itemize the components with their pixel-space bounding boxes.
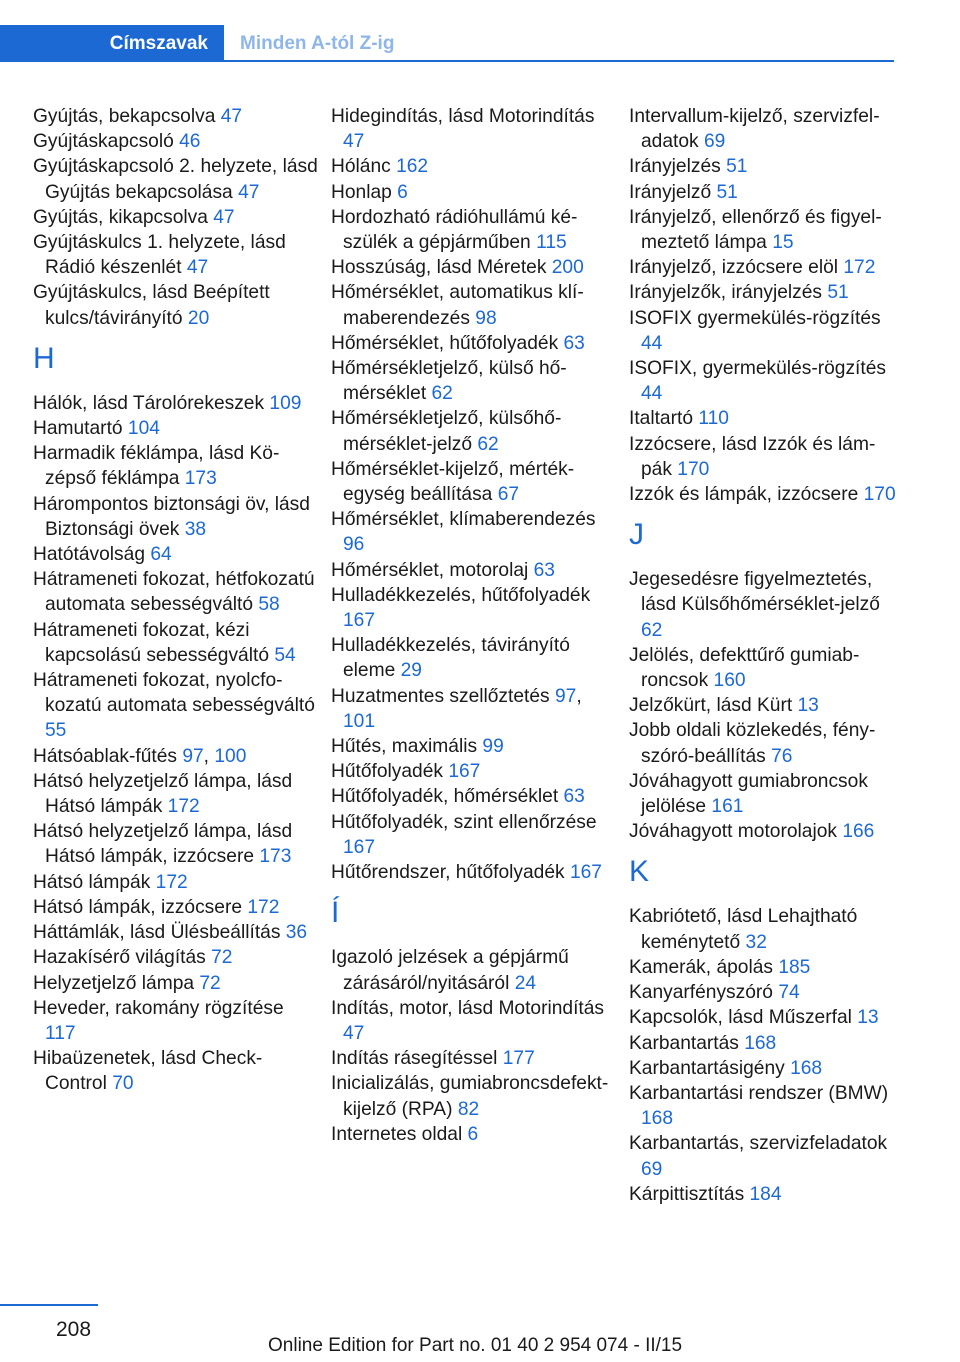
entry-text: Jegesedésre figyelmeztetés, lásd Külsőhőmérséklet-jelző: [629, 569, 880, 616]
index-entry: [629, 718, 899, 768]
entry-text: Indítás, motor, lásd Motorindítás: [331, 997, 605, 1019]
entry-text: Indítás rásegítéssel: [331, 1048, 498, 1070]
page-link[interactable]: 55: [45, 720, 67, 742]
index-entry: [33, 971, 318, 996]
index-entry: [33, 870, 318, 895]
page-link[interactable]: 166: [842, 821, 875, 843]
entry-text: Jobb oldali közlekedés, fényszóró-beállítás: [629, 720, 876, 767]
page-link[interactable]: 62: [641, 619, 663, 641]
header-bar: [0, 25, 894, 62]
page-link[interactable]: 47: [213, 206, 235, 228]
index-entry: [33, 230, 318, 280]
page-link[interactable]: 63: [563, 786, 585, 808]
entry-text: Hátsó lámpák, izzócsere: [33, 896, 243, 918]
index-entry: [33, 542, 318, 567]
entry-text: Hulladékkezelés, hűtőfolyadék: [331, 584, 591, 606]
page-link[interactable]: 54: [274, 644, 296, 666]
page-link[interactable]: 104: [127, 418, 160, 440]
index-entry: [629, 1005, 899, 1030]
page-link[interactable]: 172: [167, 796, 200, 818]
index-entry: Huzatmentes szellőztetés 97, 101: [331, 685, 582, 732]
entry-text: Hátsó helyzetjelző lámpa, lásd Hátsó lámpák, izzócsere: [33, 821, 293, 868]
page-link[interactable]: 64: [150, 544, 172, 566]
index-entry: [331, 331, 616, 356]
index-entry: [331, 154, 616, 179]
entry-text: ISOFIX, gyermekülés-rögzítés: [629, 358, 886, 380]
entry-text: Jelölés, defekttűrő gumiabroncsok: [629, 644, 860, 692]
entry-text: Jóváhagyott gumiabroncsok jelölése: [629, 770, 868, 818]
index-entry: [33, 567, 318, 617]
page-link[interactable]: 184: [749, 1183, 782, 1205]
entry-text: Gyújtáskulcs, lásd Beépített kulcs/távirányító: [33, 282, 270, 329]
page-link[interactable]: 185: [778, 956, 811, 978]
index-entry: [331, 996, 616, 1046]
index-entry: [33, 920, 318, 945]
entry-text: Igazoló jelzések a gépjármű zárásáról/nyitásáról: [331, 947, 569, 994]
index-entry: [33, 996, 318, 1046]
entry-text: Hárompontos biztonsági öv, lásd Biztonsági övek: [33, 493, 310, 540]
edition-note: Online Edition for Part no. 01 40 2 954 074 - II/15: [268, 1335, 683, 1356]
index-entry: [629, 904, 899, 954]
entry-text: Irányjelző: [629, 181, 712, 203]
page-link[interactable]: 82: [457, 1098, 480, 1120]
entry-text: Gyújtáskulcs 1. helyzete, lásd Rádió készenlét: [33, 232, 286, 279]
entry-text: Hőmérséklet-kijelző, mértékegység beállítása: [331, 458, 575, 506]
page-link[interactable]: 160: [713, 670, 746, 692]
page-link[interactable]: 97: [554, 685, 577, 707]
page-link[interactable]: 172: [247, 896, 280, 918]
entry-text: Harmadik féklámpa, lásd Középső féklámpa: [33, 443, 280, 490]
section-letter: Í: [331, 896, 340, 930]
entry-text: Izzók és lámpák, izzócsere: [629, 484, 859, 506]
page-link[interactable]: 47: [343, 1022, 365, 1044]
page-link[interactable]: 24: [514, 972, 537, 994]
index-entry: [629, 482, 899, 507]
index-entry: [331, 734, 616, 759]
index-entry: [629, 104, 899, 154]
entry-text: Hátrameneti fokozat, hétfokozatú automata sebességváltó: [33, 569, 315, 616]
index-column-1: [33, 104, 318, 1097]
index-entry: [33, 668, 318, 744]
index-entry: [331, 255, 616, 280]
entry-text: Kanyarfényszóró: [629, 982, 773, 1004]
page-link[interactable]: 117: [45, 1022, 76, 1044]
page-link[interactable]: 110: [698, 408, 729, 430]
entry-text: Gyújtáskapcsoló: [33, 131, 174, 153]
page-link[interactable]: 168: [790, 1057, 823, 1079]
index-entry: [33, 391, 318, 416]
entry-text: Jelzőkürt, lásd Kürt: [629, 695, 793, 717]
entry-text: Hulladékkezelés, távirányító eleme: [331, 635, 570, 682]
entry-text: Hosszúság, lásd Méretek: [331, 257, 547, 279]
entry-text: Intervallum-kijelző, szervizfeladatok: [629, 106, 880, 153]
index-entry: [629, 406, 899, 431]
entry-text: Hátrameneti fokozat, nyolcfokozatú automata sebességváltó: [33, 670, 315, 717]
entry-text: Irányjelző, izzócsere elöl: [629, 257, 839, 279]
index-entry: [629, 280, 899, 305]
index-entry: [33, 104, 318, 129]
index-entry: [629, 180, 899, 205]
index-entry: [629, 255, 899, 280]
page-link[interactable]: 172: [155, 871, 188, 893]
entry-text: Hátrameneti fokozat, kézi kapcsolású sebességváltó: [33, 619, 269, 666]
entry-text: Irányjelzők, irányjelzés: [629, 282, 823, 304]
page-link[interactable]: 46: [179, 131, 201, 153]
entry-text: Hordozható rádióhullámú készülék a gépjárműben: [331, 206, 578, 254]
index-entry: [331, 759, 616, 784]
entry-text: Jóváhagyott motorolajok: [629, 821, 837, 843]
entry-text: Helyzetjelző lámpa: [33, 972, 195, 994]
footer-rule: [0, 1304, 98, 1306]
index-entry: [33, 129, 318, 154]
entry-text: Karbantartásigény: [629, 1057, 785, 1079]
index-entry: [33, 895, 318, 920]
page-link[interactable]: 51: [716, 181, 738, 203]
entry-text: Irányjelzés: [629, 156, 721, 178]
page-link[interactable]: 51: [827, 282, 849, 304]
page-link[interactable]: 13: [797, 695, 819, 717]
section-letter: K: [629, 855, 650, 889]
index-entry: [331, 784, 616, 809]
page-link[interactable]: 20: [187, 307, 210, 329]
index-entry: [629, 643, 899, 693]
page-link[interactable]: 13: [857, 1007, 879, 1029]
index-entry: [33, 154, 318, 204]
index-entry: [629, 769, 899, 819]
index-entry: [33, 618, 318, 668]
entry-text: Hőmérsékletjelző, külső hőmérséklet: [331, 358, 567, 405]
page-link[interactable]: 47: [186, 257, 209, 279]
entry-text: Kárpittisztítás: [629, 1183, 745, 1205]
page-link[interactable]: 74: [778, 982, 800, 1004]
page-link[interactable]: 70: [112, 1073, 134, 1095]
entry-text: Hűtőrendszer, hűtőfolyadék: [331, 862, 565, 884]
page-link[interactable]: 47: [343, 131, 365, 153]
page-link[interactable]: 51: [726, 156, 748, 178]
entry-text: Hatótávolság: [33, 544, 145, 566]
index-entry: [33, 492, 318, 542]
index-entry: [331, 406, 616, 456]
page-link[interactable]: 67: [497, 484, 520, 506]
entry-text: Hidegindítás, lásd Motorindítás: [331, 106, 595, 127]
index-entry: [629, 1182, 899, 1207]
page-link[interactable]: 58: [258, 594, 280, 616]
page-link[interactable]: 69: [703, 131, 726, 153]
index-entry: [331, 356, 616, 406]
index-entry: [331, 205, 616, 255]
tab-minden-a-tol-z-ig[interactable]: Minden A-tól Z-ig: [240, 33, 395, 54]
page-link[interactable]: 63: [563, 332, 585, 354]
page-link[interactable]: 167: [569, 862, 602, 884]
page-link[interactable]: 177: [502, 1048, 535, 1070]
index-entry: [629, 432, 899, 482]
index-entry: [629, 1081, 899, 1131]
index-entry: Hátsóablak-fűtés 97, 100: [33, 745, 247, 767]
index-entry: [331, 558, 616, 583]
entry-text: Honlap: [331, 181, 392, 203]
index-entry: [331, 1071, 616, 1121]
index-entry: [33, 819, 318, 869]
entry-text: Hűtőfolyadék, szint ellenőrzése: [331, 811, 597, 833]
page-link[interactable]: 170: [863, 484, 896, 506]
entry-text: Kapcsolók, lásd Műszerfal: [629, 1007, 852, 1029]
index-entry: [33, 416, 318, 441]
index-entry: [629, 205, 899, 255]
entry-text: Izzócsere, lásd Izzók és lámpák: [629, 433, 876, 480]
entry-text: Hőmérséklet, hűtőfolyadék: [331, 332, 559, 354]
index-entry: [33, 280, 318, 330]
page-link[interactable]: 109: [269, 392, 302, 414]
entry-text: Karbantartás: [629, 1032, 739, 1054]
entry-text: ISOFIX gyermekülés-rögzítés: [629, 307, 881, 329]
index-entry: [331, 280, 616, 330]
entry-text: Hibaüzenetek, lásd Check-Control: [33, 1048, 263, 1095]
entry-text: Heveder, rakomány rögzítése: [33, 997, 284, 1019]
page-link[interactable]: 100: [214, 745, 247, 767]
page-link[interactable]: 99: [482, 736, 504, 758]
entry-text: Hátsó helyzetjelző lámpa, lásd Hátsó lámpák: [33, 770, 293, 818]
entry-text: Hálók, lásd Tárolórekeszek: [33, 392, 265, 414]
entry-text: Karbantartási rendszer (BMW): [629, 1082, 889, 1104]
page-link[interactable]: 168: [744, 1032, 777, 1054]
page-link[interactable]: 44: [641, 332, 663, 354]
page-link[interactable]: 167: [448, 761, 481, 783]
entry-text: Gyújtás, bekapcsolva: [33, 106, 216, 127]
page-link[interactable]: 72: [211, 947, 233, 969]
page-link[interactable]: 36: [285, 922, 308, 944]
index-entry: [629, 154, 899, 179]
page-link[interactable]: 32: [745, 931, 767, 953]
entry-text: Hátsóablak-fűtés: [33, 745, 177, 767]
entry-text: Hőmérséklet, automatikus klímaberendezés: [331, 282, 584, 329]
page-link[interactable]: 69: [641, 1158, 663, 1180]
entry-text: Inicializálás, gumiabroncsdefekt-kijelző (RPA): [331, 1073, 609, 1120]
page-link[interactable]: 63: [533, 559, 555, 581]
index-entry: [33, 205, 318, 230]
entry-text: Hőmérséklet, motorolaj: [331, 559, 529, 581]
page-link[interactable]: 96: [343, 534, 365, 556]
entry-text: Karbantartás, szervizfeladatok: [629, 1133, 888, 1155]
entry-text: Internetes oldal: [331, 1123, 463, 1145]
page-link[interactable]: 173: [184, 468, 217, 490]
page-link[interactable]: 168: [641, 1108, 674, 1130]
page-link[interactable]: 29: [400, 660, 422, 682]
entry-text: Kabriótető, lásd Lehajtható keménytető: [629, 906, 858, 953]
page-link[interactable]: 72: [199, 972, 221, 994]
section-letter: H: [33, 341, 55, 375]
section-letter: J: [629, 518, 644, 552]
entry-text: Hamutartó: [33, 418, 123, 440]
index-entry: [331, 180, 616, 205]
page-link[interactable]: 62: [477, 433, 499, 455]
index-entry: [331, 945, 616, 995]
entry-text: Hátsó lámpák: [33, 871, 151, 893]
index-entry: [629, 980, 899, 1005]
entry-text: Gyújtás, kikapcsolva: [33, 206, 208, 228]
page-link[interactable]: 162: [396, 156, 429, 178]
index-entry: [629, 955, 899, 980]
index-entry: [33, 945, 318, 970]
index-entry: [629, 693, 899, 718]
index-entry: [629, 356, 899, 406]
entry-text: Kamerák, ápolás: [629, 956, 773, 978]
page-link[interactable]: 101: [343, 710, 376, 732]
index-entry: [331, 633, 616, 683]
index-entry: [331, 860, 616, 885]
index-entry: [629, 567, 899, 643]
page-link[interactable]: 200: [551, 257, 584, 279]
entry-text: Gyújtáskapcsoló 2. helyzete, lásd Gyújtás bekapcsolása: [33, 156, 318, 203]
index-entry: [629, 1031, 899, 1056]
index-entry: [629, 819, 899, 844]
page-link[interactable]: 172: [843, 257, 876, 279]
index-entry: [629, 1131, 899, 1181]
page-number: 208: [56, 1318, 92, 1341]
index-column-3: [629, 104, 899, 1207]
entry-text: Hűtőfolyadék, hőmérséklet: [331, 786, 559, 808]
index-entry: [33, 769, 318, 819]
page-link[interactable]: 15: [772, 232, 794, 254]
entry-text: Hőmérsékletjelző, külsőhőmérséklet-jelző: [331, 408, 562, 455]
page-link[interactable]: 6: [467, 1123, 479, 1145]
entry-text: Hőmérséklet, klímaberendezés: [331, 509, 596, 531]
index-entry: [331, 507, 616, 557]
page-link[interactable]: 115: [536, 232, 567, 254]
entry-text: Irányjelző, ellenőrző és figyelmeztető lámpa: [629, 206, 882, 254]
page-link[interactable]: 98: [475, 307, 497, 329]
index-entry: [629, 1056, 899, 1081]
index-entry: [629, 306, 899, 356]
page-link[interactable]: 97: [182, 745, 204, 767]
entry-text: Huzatmentes szellőztetés: [331, 685, 550, 707]
entry-text: Hűtés, maximális: [331, 736, 478, 758]
page-link[interactable]: 47: [238, 181, 260, 203]
page-link[interactable]: 38: [184, 518, 207, 540]
page-link[interactable]: 44: [641, 383, 663, 405]
index-entry: [331, 104, 616, 154]
index-entry: [331, 810, 616, 860]
page-link[interactable]: 167: [343, 610, 376, 632]
index-entry: [331, 1046, 616, 1071]
entry-text: Hazakísérő világítás: [33, 947, 206, 969]
page-link[interactable]: 47: [220, 106, 243, 127]
page-link[interactable]: 173: [259, 846, 292, 868]
entry-text: Hűtőfolyadék: [331, 761, 443, 783]
page-link[interactable]: 76: [771, 745, 793, 767]
page-link[interactable]: 167: [343, 836, 376, 858]
entry-text: Hólánc: [331, 156, 391, 178]
page-link[interactable]: 161: [711, 796, 744, 818]
tab-cimszavak[interactable]: Címszavak: [0, 25, 224, 62]
index-column-2: [331, 104, 616, 1147]
entry-text: Háttámlák, lásd Ülésbeállítás: [33, 922, 281, 944]
page-link[interactable]: 170: [677, 458, 710, 480]
page-link[interactable]: 6: [397, 181, 408, 203]
index-entry: [331, 1122, 616, 1147]
index-entry: [331, 583, 616, 633]
index-entry: [33, 1046, 318, 1096]
index-entry: [331, 457, 616, 507]
entry-text: Italtartó: [629, 408, 693, 430]
page-link[interactable]: 62: [431, 383, 453, 405]
index-entry: [33, 441, 318, 491]
